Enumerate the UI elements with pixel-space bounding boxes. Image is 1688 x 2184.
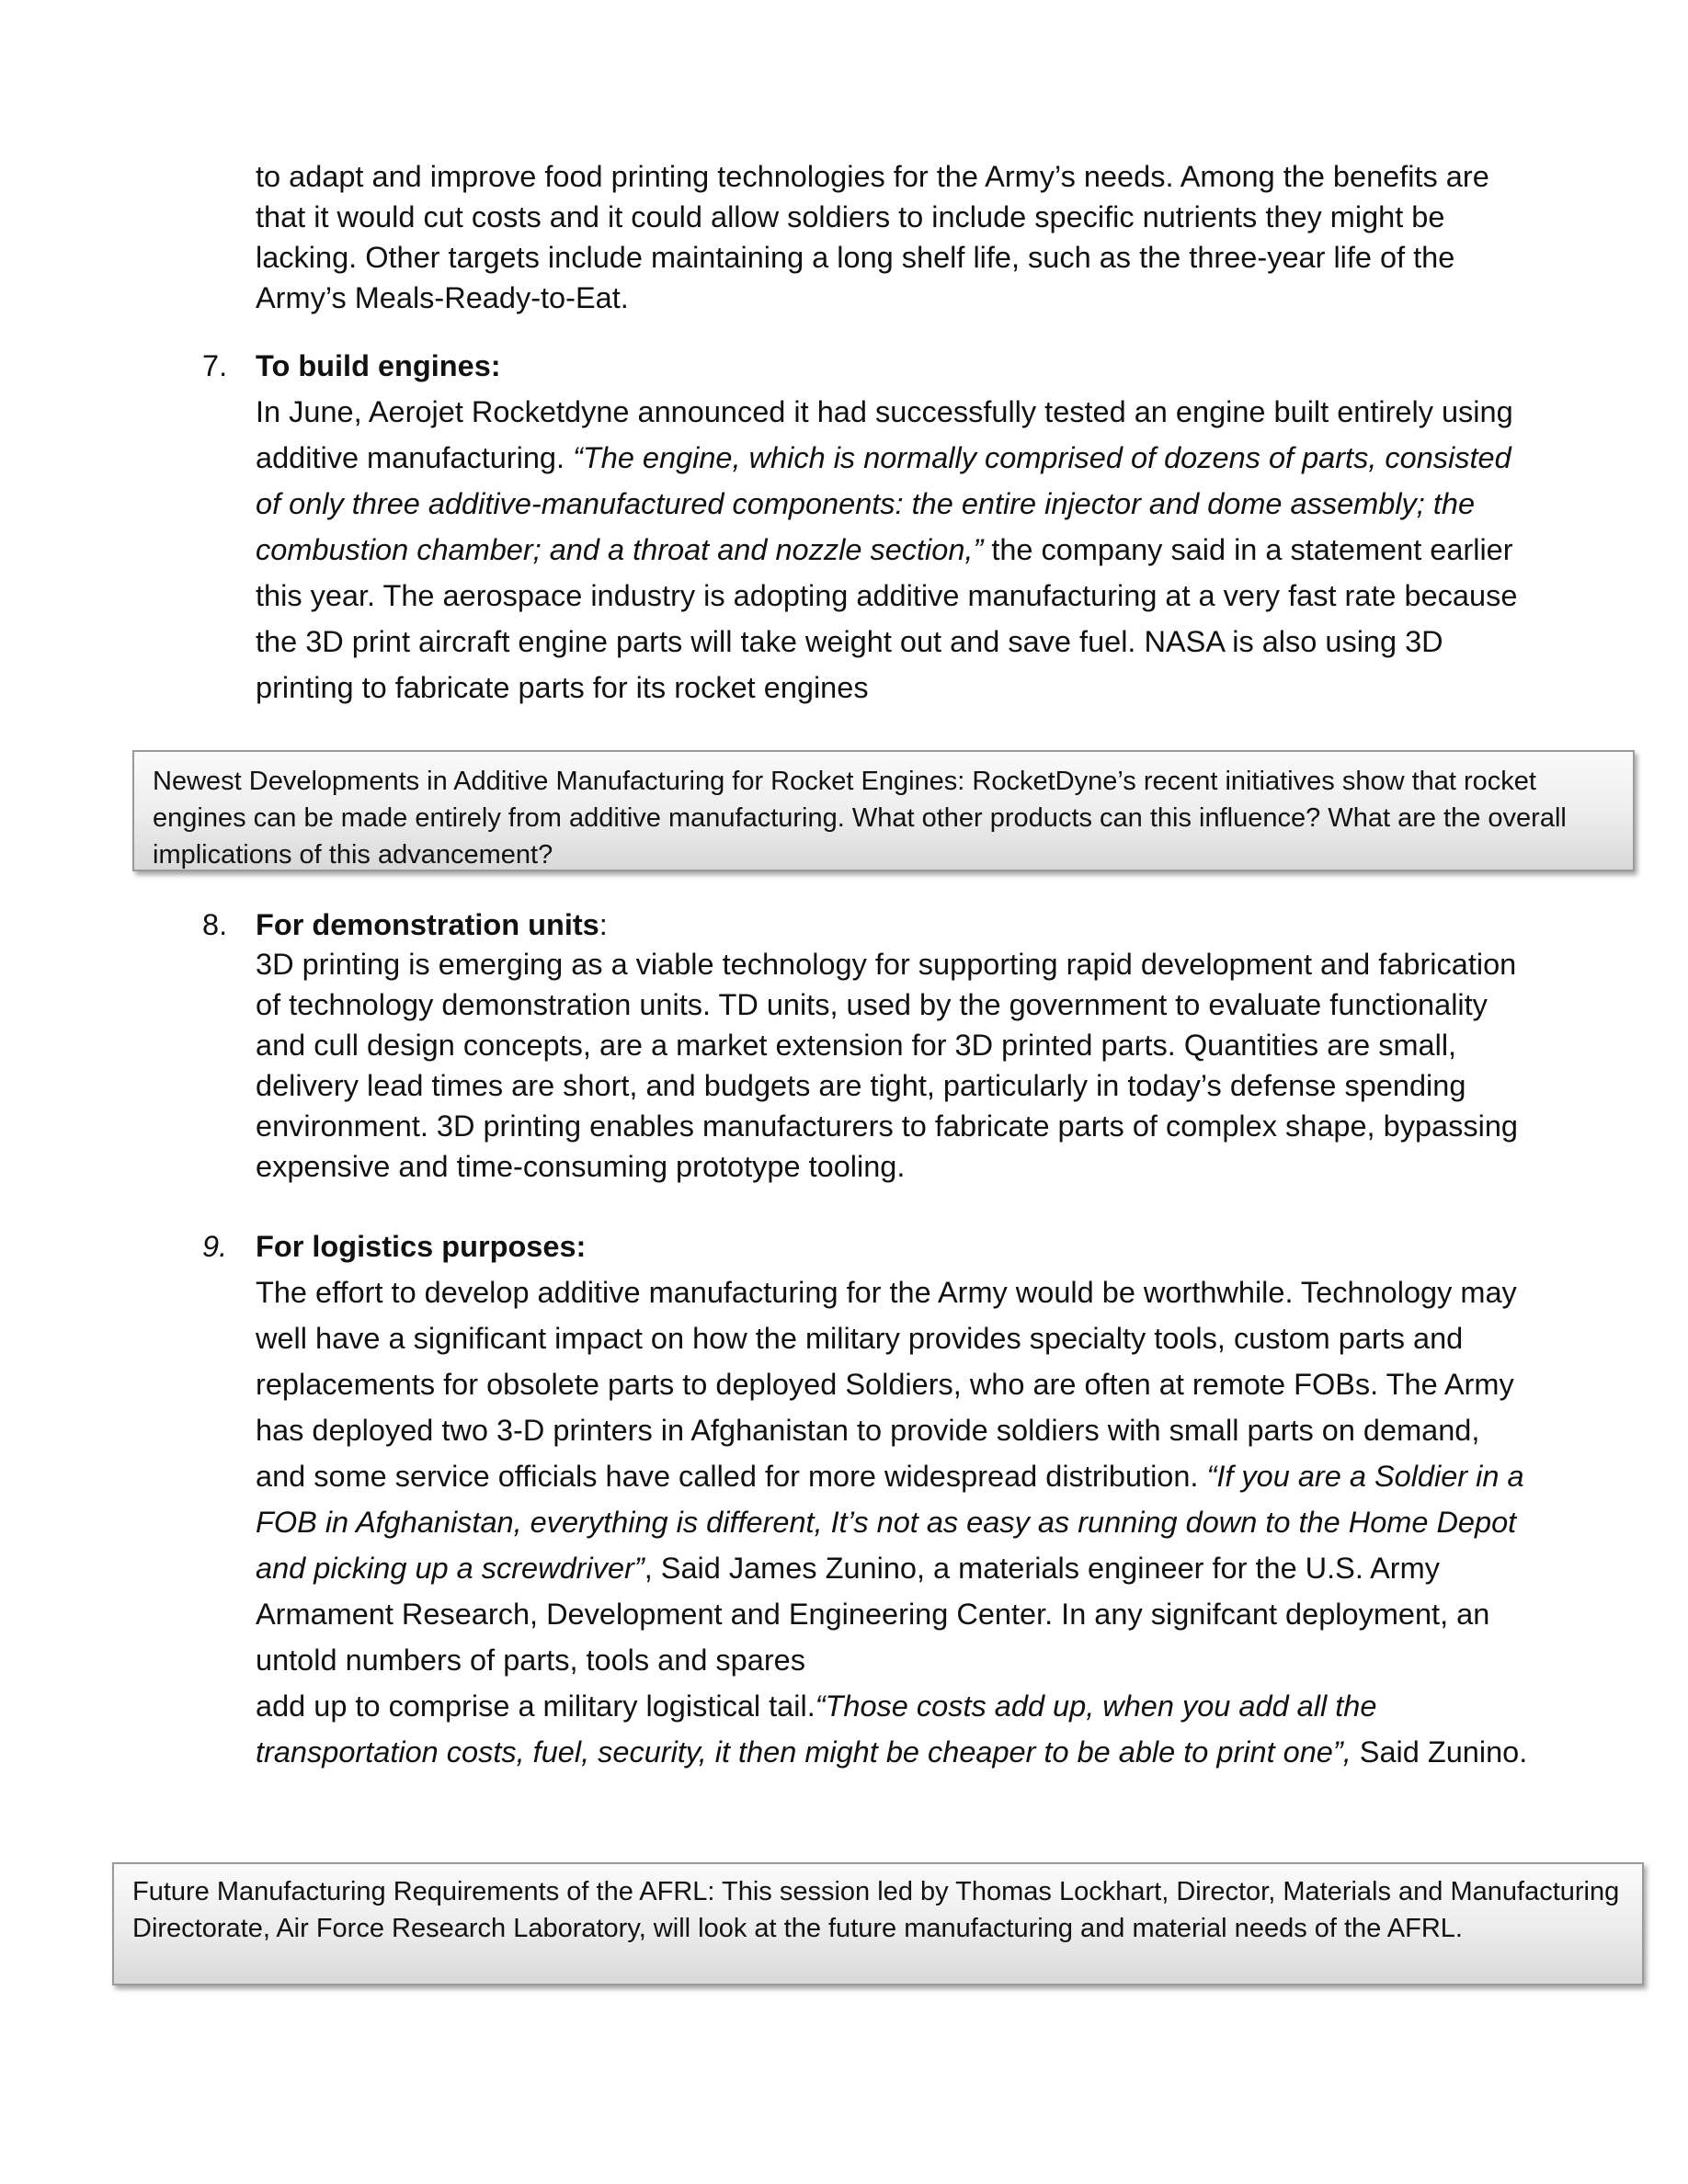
list-number-8: 8.: [202, 908, 228, 941]
section-9-paragraph-continued: [256, 1683, 1534, 1775]
section-9-quote-2: “Those costs add up, when you add all the transportation costs, fuel, security, it then might be cheaper to be able to print one”,: [256, 1689, 1377, 1769]
section-8-heading: For demonstration units: [256, 908, 599, 941]
section-9-body: [256, 1269, 1534, 1775]
callout-box-rocket-engines: [132, 750, 1635, 871]
section-9-heading: For logistics purposes:: [256, 1230, 587, 1263]
section-7-text-1: In June, Aerojet Rocketdyne announced it had successfully tested an engine built entirely using additive manufacturing.: [256, 395, 1513, 474]
list-number-7: 7.: [202, 349, 228, 382]
section-7-heading: To build engines:: [256, 349, 501, 382]
section-8-colon: :: [599, 908, 608, 941]
section-7-quote: “The engine, which is normally comprised of dozens of parts, consisted of only three additive-manufactured components: the entire injector and dome assembly; the combustion chamber; and a throat and nozzle section,”: [256, 441, 1511, 566]
section-7-text-2: the company said in a statement earlier this year. The aerospace industry is adopting additive manufacturing at a very fast rate because the 3D print aircraft engine parts will take weight out and save fuel. NASA is also using 3D printing to fabricate parts for its rocket engines: [256, 533, 1518, 704]
callout-1-text: Newest Developments in Additive Manufacturing for Rocket Engines: RocketDyne’s recent initiatives show that rocket engines can be made entirely from additive manufacturing. What other products can this influence? What are the overall implications of this advancement?: [153, 767, 1567, 870]
section-9-quote-1: “If you are a Soldier in a FOB in Afghanistan, everything is different, It’s not as easy as running down to the Home Depot and picking up a screwdriver”: [256, 1460, 1524, 1585]
section-9-text-4: Said Zunino.: [1351, 1735, 1528, 1769]
section-8-heading-line: [256, 904, 608, 945]
section-9-paragraph: [256, 1269, 1534, 1683]
section-9-text-3: add up to comprise a military logistical tail.: [256, 1689, 815, 1723]
intro-paragraph: to adapt and improve food printing technologies for the Army’s needs. Among the benefits are that it would cut costs and it could allow soldiers to include specific nutrients they might be lacking. Other targets include maintaining a long shelf life, such as the three-year life of the Army’s Meals-Ready-to-Eat.: [256, 160, 1489, 314]
section-9-text-2: , Said James Zunino, a materials engineer for the U.S. Army Armament Research, Development and Engineering Center. In any signifcant deployment, an untold numbers of parts, tools and spares: [256, 1552, 1490, 1677]
callout-2-text: Future Manufacturing Requirements of the AFRL: This session led by Thomas Lockhart, Director, Materials and Manufacturing Directorate, Air Force Research Laboratory, will look at the future manufacturing and material needs of the AFRL.: [132, 1877, 1620, 1943]
callout-box-afrl: [112, 1862, 1644, 1985]
section-7-paragraph: [256, 389, 1534, 711]
section-8-paragraph: 3D printing is emerging as a viable technology for supporting rapid development and fabrication of technology demonstration units. TD units, used by the government to evaluate functionality and cull design concepts, are a market extension for 3D printed parts. Quantities are small, delivery lead times are short, and budgets are tight, particularly in today’s defense spending environment. 3D printing enables manufacturers to fabricate parts of complex shape, bypassing expensive and time-consuming prototype tooling.: [256, 948, 1518, 1183]
list-number-9: 9.: [202, 1230, 228, 1263]
section-9-text-1: The effort to develop additive manufacturing for the Army would be worthwhile. Technology may well have a significant impact on how the military provides specialty tools, custom parts and replacements for obsolete parts to deployed Soldiers, who are often at remote FOBs. The Army has deployed two 3-D printers in Afghanistan to provide soldiers with small parts on demand, and some service officials have called for more widespread distribution.: [256, 1276, 1517, 1493]
